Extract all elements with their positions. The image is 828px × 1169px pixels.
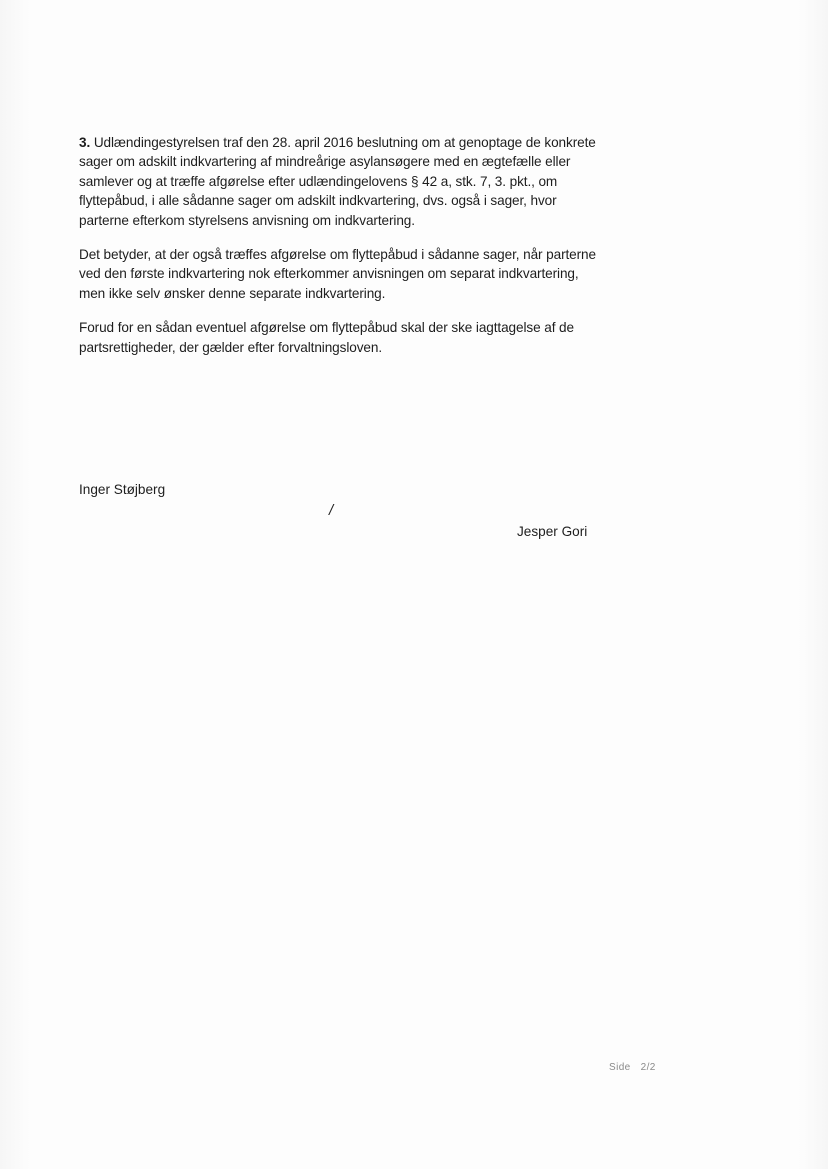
signature-inger-stojberg: Inger Støjberg [79, 482, 166, 497]
paragraph-text: Udlændingestyrelsen traf den 28. april 2016 beslutning om at genoptage de konkrete sager om adskilt indkvartering af mindreårige asylansøgere med en ægtefælle eller samlever og at træffe afgørelse efter udlændingelovens § 42 a, stk. 7, 3. pkt., om flyttepåbud, i alle sådanne sager om adskilt indkvartering, dvs. også i sager, hvor parterne efterkom styrelsens anvisning om indkvartering. [79, 135, 596, 228]
paragraph-party-rights: Forud for en sådan eventuel afgørelse om flyttepåbud skal der ske iagttagelse af de partsrettigheder, der gælder efter forvaltningsloven. [79, 320, 574, 355]
signature-separator: / [329, 502, 334, 519]
page-label: Side [609, 1062, 631, 1073]
paragraph-number: 3. [79, 135, 91, 150]
page-footer [609, 1062, 656, 1073]
letter-body [79, 133, 599, 372]
paragraph-3 [79, 133, 599, 230]
paragraph-consequence: Det betyder, at der også træffes afgørelse om flyttepåbud i sådanne sager, når parterne ved den første indkvartering nok efterkommer anvisningen om separat indkvartering, men ikke selv ønsker denne separate indkvartering. [79, 247, 596, 301]
page-number: 2/2 [640, 1062, 656, 1073]
signature-jesper-gori: Jesper Gori [517, 524, 588, 539]
